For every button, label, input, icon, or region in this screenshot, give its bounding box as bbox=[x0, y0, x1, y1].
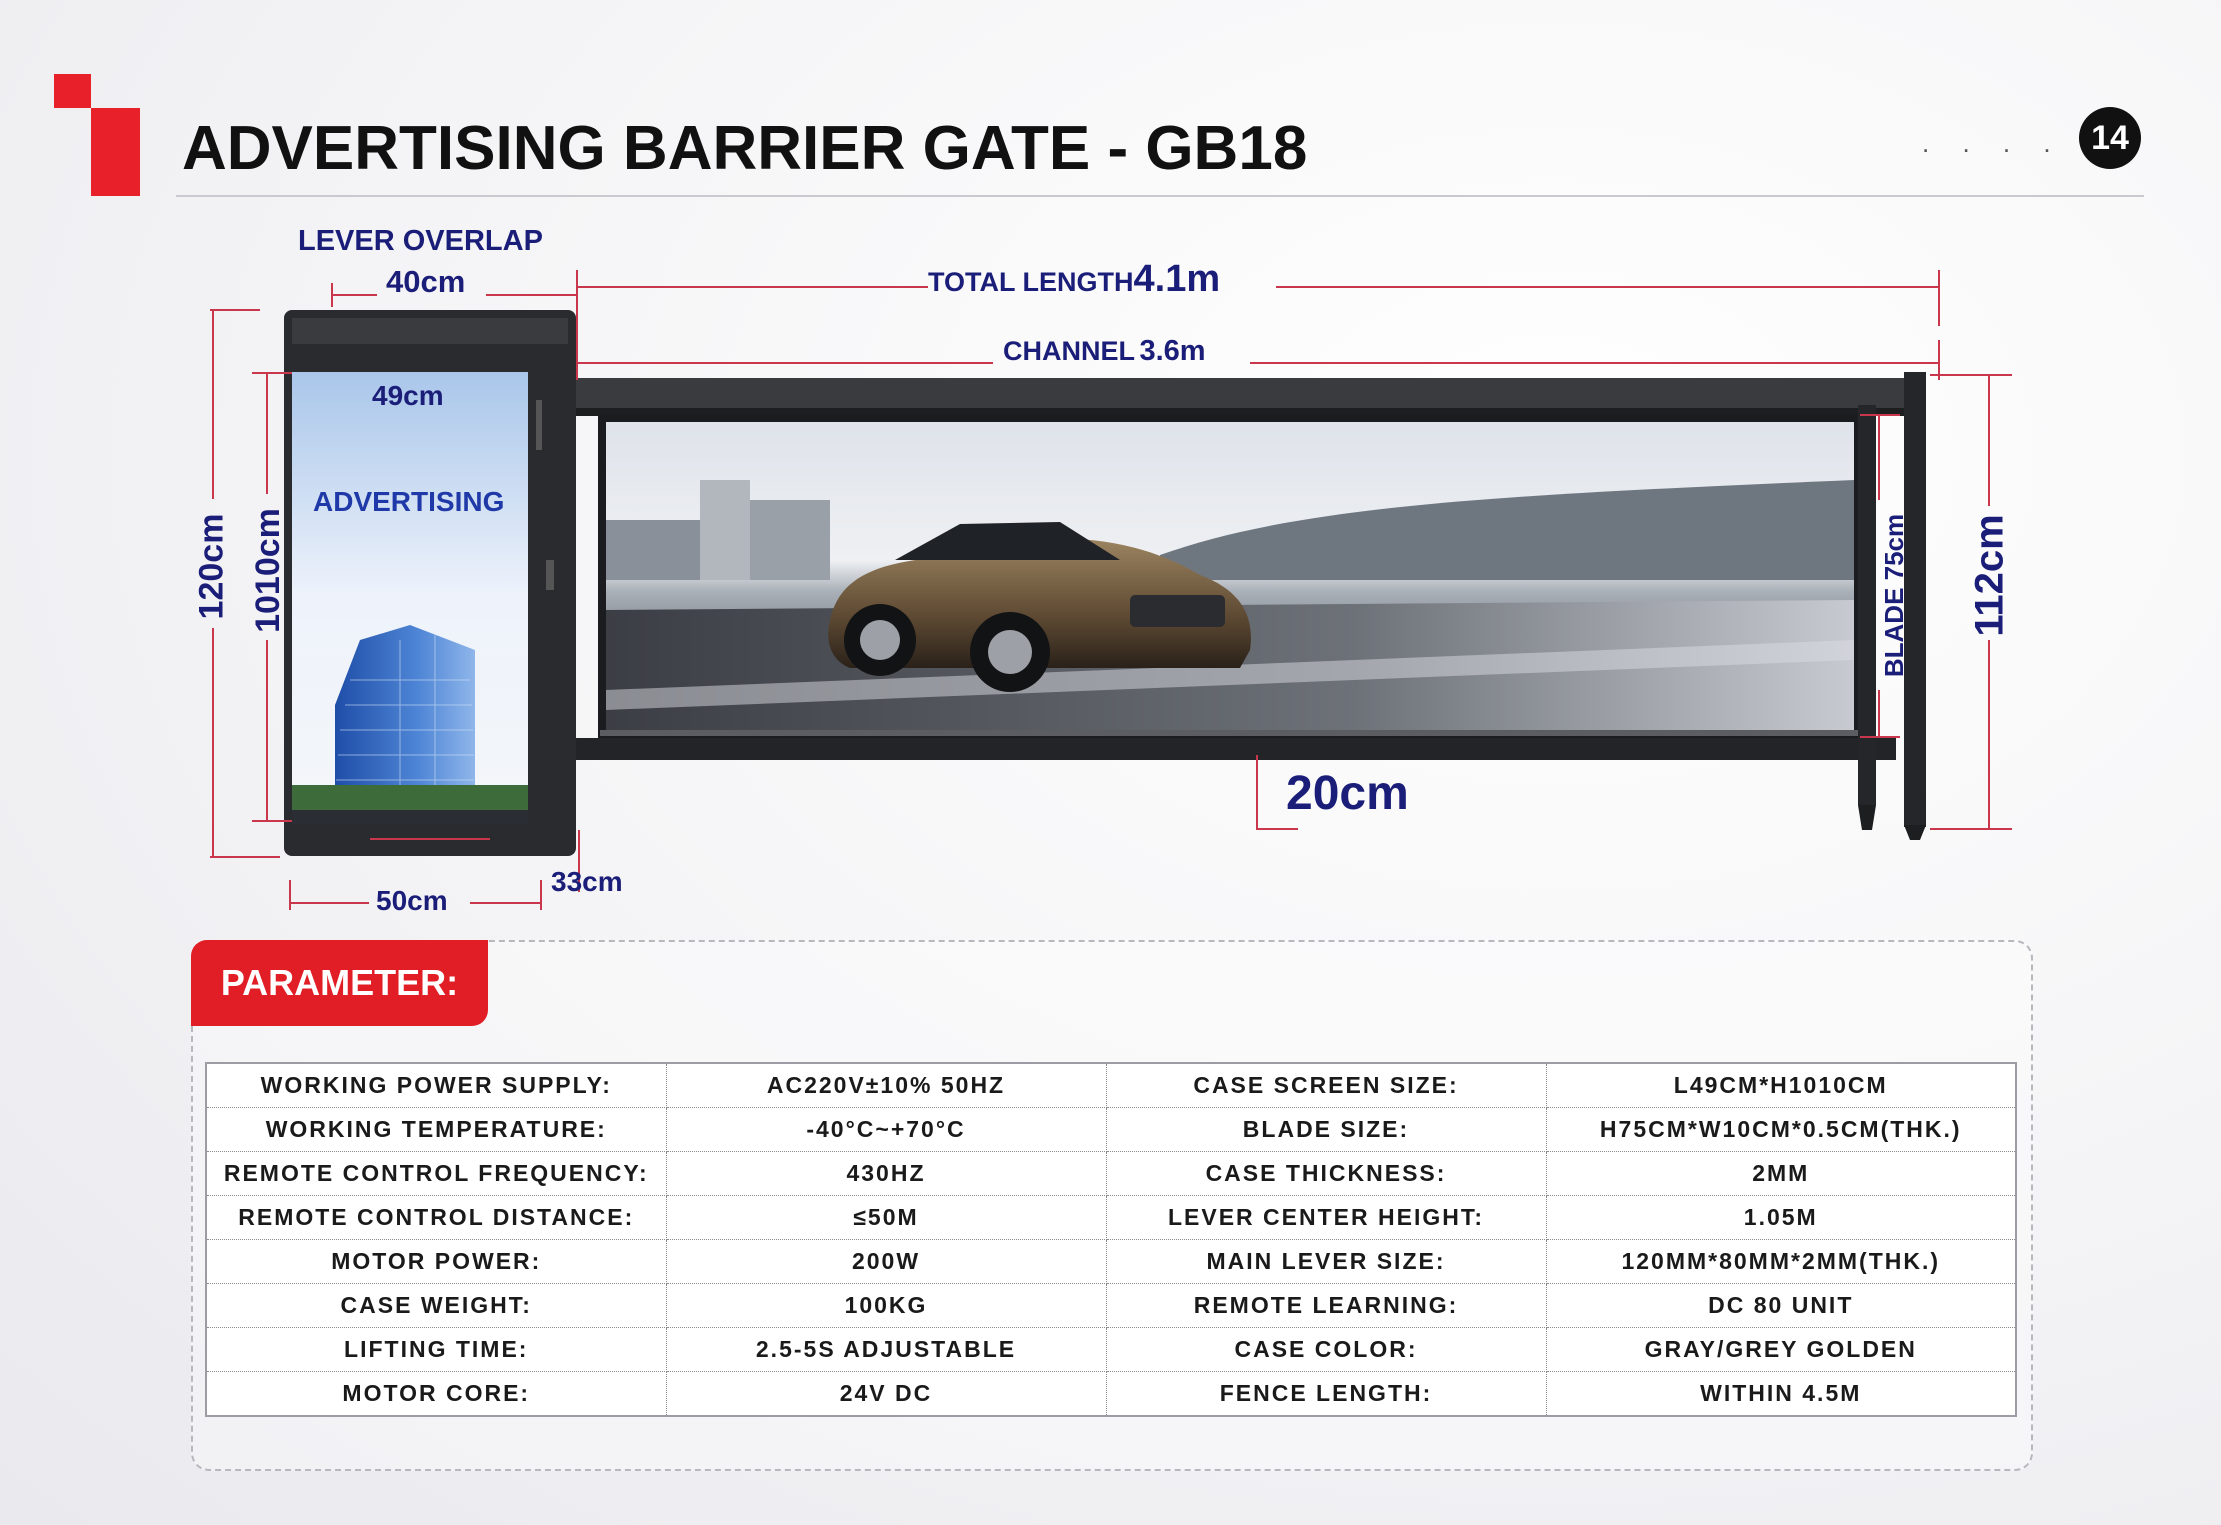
advertising-label: ADVERTISING bbox=[313, 486, 505, 517]
param-value-right: DC 80 UNIT bbox=[1546, 1284, 2016, 1328]
dim-line bbox=[1276, 286, 1940, 288]
param-value-left: 24V DC bbox=[666, 1372, 1106, 1417]
blade-width-label: 20cm bbox=[1286, 767, 1409, 820]
param-name-left: CASE WEIGHT: bbox=[206, 1284, 666, 1328]
lever-overlap-value: 40cm bbox=[386, 264, 466, 299]
dim-line bbox=[1878, 690, 1880, 736]
param-name-right: CASE THICKNESS: bbox=[1106, 1152, 1546, 1196]
table-row bbox=[206, 1240, 2016, 1284]
dim-line bbox=[1256, 828, 1298, 830]
param-value-left: -40°C~+70°C bbox=[666, 1108, 1106, 1152]
dim-line bbox=[1878, 416, 1880, 500]
param-value-left: 2.5-5S ADJUSTABLE bbox=[666, 1328, 1106, 1372]
height-screen-label: 1010cm bbox=[248, 507, 287, 633]
case-width-label: 50cm bbox=[376, 885, 448, 916]
param-name-right: CASE COLOR: bbox=[1106, 1328, 1546, 1372]
channel bbox=[1003, 335, 1206, 368]
dim-line bbox=[486, 294, 576, 296]
dim-tick bbox=[289, 880, 291, 910]
param-name-left: WORKING POWER SUPPLY: bbox=[206, 1063, 666, 1108]
dim-line bbox=[370, 838, 490, 840]
dim-tick bbox=[540, 880, 542, 910]
dim-line bbox=[578, 286, 928, 288]
total-length bbox=[928, 258, 1220, 301]
param-value-right: H75CM*W10CM*0.5CM(THK.) bbox=[1546, 1108, 2016, 1152]
param-value-left: ≤50M bbox=[666, 1196, 1106, 1240]
height-outer-label: 120cm bbox=[192, 513, 231, 619]
dim-line bbox=[266, 372, 268, 494]
page-dots: . . . . bbox=[1922, 128, 2064, 158]
screen-width-label: 49cm bbox=[372, 380, 444, 411]
dim-tick bbox=[252, 820, 292, 822]
table-row bbox=[206, 1372, 2016, 1417]
table-row bbox=[206, 1108, 2016, 1152]
dim-line bbox=[266, 640, 268, 820]
table-row bbox=[206, 1196, 2016, 1240]
param-name-right: BLADE SIZE: bbox=[1106, 1108, 1546, 1152]
case-depth-label: 33cm bbox=[551, 866, 623, 897]
dim-tick bbox=[1930, 828, 2012, 830]
dim-tick bbox=[1256, 755, 1258, 829]
height-screen-wrap bbox=[198, 507, 338, 633]
dim-tick bbox=[1930, 374, 2012, 376]
param-name-right: CASE SCREEN SIZE: bbox=[1106, 1063, 1546, 1108]
param-name-left: WORKING TEMPERATURE: bbox=[206, 1108, 666, 1152]
support-height-label: 112cm bbox=[1967, 513, 2012, 637]
param-name-left: MOTOR CORE: bbox=[206, 1372, 666, 1417]
table-row bbox=[206, 1284, 2016, 1328]
parameter-heading: PARAMETER: bbox=[191, 940, 488, 1026]
table-row bbox=[206, 1152, 2016, 1196]
param-value-right: 120MM*80MM*2MM(THK.) bbox=[1546, 1240, 2016, 1284]
dim-tick bbox=[252, 372, 292, 374]
page-number-badge: 14 bbox=[2079, 107, 2141, 169]
param-value-left: 200W bbox=[666, 1240, 1106, 1284]
param-value-left: 430HZ bbox=[666, 1152, 1106, 1196]
param-value-left: AC220V±10% 50HZ bbox=[666, 1063, 1106, 1108]
dim-line bbox=[333, 294, 377, 296]
param-name-right: LEVER CENTER HEIGHT: bbox=[1106, 1196, 1546, 1240]
dim-line bbox=[212, 628, 214, 856]
parameter-table bbox=[205, 1062, 2017, 1417]
dim-line bbox=[1988, 376, 1990, 506]
param-value-right: 1.05M bbox=[1546, 1196, 2016, 1240]
param-name-right: FENCE LENGTH: bbox=[1106, 1372, 1546, 1417]
dim-line bbox=[1250, 362, 1940, 364]
total-length-label: TOTAL LENGTH bbox=[928, 267, 1134, 297]
blade-height-label: BLADE 75cm bbox=[1879, 513, 1910, 677]
param-value-right: WITHIN 4.5M bbox=[1546, 1372, 2016, 1417]
dim-tick bbox=[210, 856, 280, 858]
dim-tick bbox=[1860, 414, 1900, 416]
dim-line bbox=[578, 362, 993, 364]
param-name-right: MAIN LEVER SIZE: bbox=[1106, 1240, 1546, 1284]
dim-line bbox=[291, 902, 369, 904]
param-name-left: REMOTE CONTROL FREQUENCY: bbox=[206, 1152, 666, 1196]
channel-value: 3.6m bbox=[1139, 335, 1206, 367]
param-value-right: GRAY/GREY GOLDEN bbox=[1546, 1328, 2016, 1372]
dim-line bbox=[470, 902, 540, 904]
param-value-right: L49CM*H1010CM bbox=[1546, 1063, 2016, 1108]
total-length-value: 4.1m bbox=[1133, 258, 1221, 300]
dim-line bbox=[212, 309, 214, 499]
table-row bbox=[206, 1328, 2016, 1372]
support-height-wrap bbox=[1930, 513, 2050, 637]
dim-line bbox=[1988, 640, 1990, 828]
param-name-left: MOTOR POWER: bbox=[206, 1240, 666, 1284]
param-name-right: REMOTE LEARNING: bbox=[1106, 1284, 1546, 1328]
table-row bbox=[206, 1063, 2016, 1108]
dim-tick bbox=[1860, 736, 1900, 738]
param-value-right: 2MM bbox=[1546, 1152, 2016, 1196]
dim-tick bbox=[210, 309, 260, 311]
param-name-left: LIFTING TIME: bbox=[206, 1328, 666, 1372]
parameter-table-body bbox=[206, 1063, 2016, 1416]
channel-label: CHANNEL bbox=[1003, 336, 1135, 366]
dim-tick bbox=[1938, 270, 1940, 326]
param-value-left: 100KG bbox=[666, 1284, 1106, 1328]
param-name-left: REMOTE CONTROL DISTANCE: bbox=[206, 1196, 666, 1240]
page-title: ADVERTISING BARRIER GATE - GB18 bbox=[182, 114, 1308, 183]
lever-overlap-label: LEVER OVERLAP bbox=[298, 225, 543, 257]
